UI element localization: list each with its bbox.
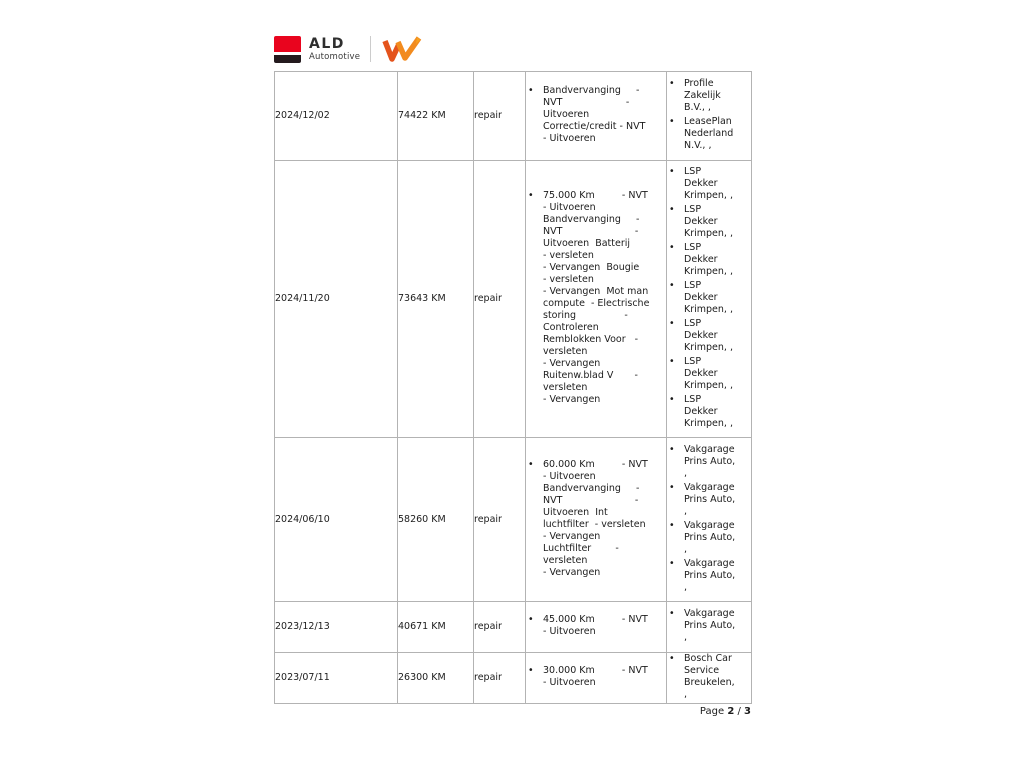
provider-text: LSP Dekker Krimpen, ,	[684, 394, 733, 429]
bullet-icon: •	[669, 116, 675, 127]
description-text: 60.000 Km - NVT - Uitvoeren Bandvervanging - NVT - Uitvoeren Int luchtfilter - versleten - Vervangen Luchtfilter - versleten - Vervangen	[543, 458, 648, 578]
bullet-icon: •	[669, 280, 675, 291]
provider-item	[667, 116, 751, 152]
type-cell: repair	[474, 161, 526, 438]
bullet-icon: •	[669, 78, 675, 89]
table-row	[275, 72, 752, 161]
bullet-icon: •	[669, 356, 675, 367]
provider-item	[667, 204, 751, 240]
ald-logo-title: ALD	[309, 35, 345, 52]
bullet-icon: •	[669, 608, 675, 619]
provider-text: Vakgarage Prins Auto, ,	[684, 443, 736, 479]
provider-text: Bosch Car Service Breukelen, ,	[684, 653, 735, 700]
bullet-icon: •	[669, 204, 675, 215]
header-logo-row	[274, 34, 424, 64]
provider-text: Profile Zakelijk B.V., ,	[684, 78, 721, 113]
page-footer	[274, 706, 751, 717]
km-cell: 26300 KM	[398, 653, 474, 704]
description-text: 45.000 Km - NVT - Uitvoeren	[543, 614, 648, 637]
providers-cell	[667, 161, 752, 438]
km-cell: 40671 KM	[398, 602, 474, 653]
bullet-icon: •	[528, 665, 534, 676]
date-cell: 2024/11/20	[275, 161, 398, 438]
provider-text: LSP Dekker Krimpen, ,	[684, 318, 733, 353]
providers-cell	[667, 653, 752, 704]
ald-logo-subtitle: Automotive	[309, 51, 361, 62]
ald-logo-icon	[274, 36, 301, 63]
description-item	[526, 614, 666, 638]
ald-logo-red-band	[274, 36, 301, 52]
provider-text: Vakgarage Prins Auto, ,	[684, 557, 736, 593]
table-row	[275, 161, 752, 438]
provider-item	[667, 166, 751, 202]
description-cell	[526, 602, 667, 653]
bullet-icon: •	[669, 394, 675, 405]
bullet-icon: •	[528, 614, 534, 625]
ald-logo-text	[309, 37, 360, 62]
date-cell: 2023/12/13	[275, 602, 398, 653]
km-cell: 74422 KM	[398, 72, 474, 161]
description-cell	[526, 438, 667, 602]
description-cell	[526, 161, 667, 438]
date-cell: 2024/06/10	[275, 438, 398, 602]
km-cell: 73643 KM	[398, 161, 474, 438]
description-text: Bandvervanging - NVT - Uitvoeren Correctie/credit - NVT - Uitvoeren	[543, 85, 646, 144]
bullet-icon: •	[669, 557, 675, 569]
provider-item	[667, 356, 751, 392]
provider-item	[667, 482, 751, 518]
description-text: 75.000 Km - NVT - Uitvoeren Bandvervanging - NVT - Uitvoeren Batterij - versleten - Vervangen Bougie - versleten - Vervangen Mot man compute - Electrische storing - Controleren Remblokken Voor - versleten - Vervangen Ruitenw.blad V - versleten - Vervangen	[543, 190, 650, 405]
ald-logo-dark-band	[274, 55, 301, 63]
type-cell: repair	[474, 72, 526, 161]
provider-text: Vakgarage Prins Auto, ,	[684, 481, 736, 517]
provider-item	[667, 318, 751, 354]
provider-item	[667, 394, 751, 430]
date-cell: 2023/07/11	[275, 653, 398, 704]
page-total: 3	[744, 706, 751, 717]
bullet-icon: •	[669, 318, 675, 329]
page-current: 2	[727, 706, 735, 717]
provider-text: LSP Dekker Krimpen, ,	[684, 280, 733, 315]
description-item	[526, 190, 666, 406]
bullet-icon: •	[669, 653, 675, 664]
table-row	[275, 602, 752, 653]
provider-text: LSP Dekker Krimpen, ,	[684, 166, 733, 201]
providers-cell	[667, 602, 752, 653]
logo-divider	[370, 36, 371, 62]
bullet-icon: •	[528, 190, 534, 201]
provider-text: LSP Dekker Krimpen, ,	[684, 242, 733, 277]
provider-item	[667, 78, 751, 114]
provider-text: Vakgarage Prins Auto, ,	[684, 519, 736, 555]
provider-item	[667, 242, 751, 278]
table-row	[275, 438, 752, 602]
orange-w-logo	[380, 35, 424, 63]
page-label: Page	[699, 706, 725, 717]
provider-text: Vakgarage Prins Auto, ,	[684, 608, 736, 643]
provider-text: LeasePlan Nederland N.V., ,	[684, 116, 734, 151]
bullet-icon: •	[528, 85, 534, 96]
bullet-icon: •	[669, 481, 675, 493]
bullet-icon: •	[669, 166, 675, 177]
provider-text: LSP Dekker Krimpen, ,	[684, 356, 733, 391]
provider-item	[667, 444, 751, 480]
provider-text: LSP Dekker Krimpen, ,	[684, 204, 733, 239]
bullet-icon: •	[669, 519, 675, 531]
bullet-icon: •	[669, 242, 675, 253]
provider-item	[667, 608, 751, 644]
provider-item	[667, 653, 751, 701]
provider-item	[667, 558, 751, 594]
description-cell	[526, 653, 667, 704]
type-cell: repair	[474, 653, 526, 704]
description-item	[526, 665, 666, 689]
provider-item	[667, 280, 751, 316]
bullet-icon: •	[669, 443, 675, 455]
page-separator: /	[737, 706, 741, 717]
providers-cell	[667, 72, 752, 161]
provider-item	[667, 520, 751, 556]
providers-cell	[667, 438, 752, 602]
description-text: 30.000 Km - NVT - Uitvoeren	[543, 665, 648, 688]
type-cell: repair	[474, 602, 526, 653]
description-item	[526, 85, 666, 145]
type-cell: repair	[474, 438, 526, 602]
km-cell: 58260 KM	[398, 438, 474, 602]
description-cell	[526, 72, 667, 161]
bullet-icon: •	[528, 458, 534, 470]
table-row	[275, 653, 752, 704]
date-cell: 2024/12/02	[275, 72, 398, 161]
description-item	[526, 459, 666, 579]
maintenance-history-table	[274, 71, 752, 704]
